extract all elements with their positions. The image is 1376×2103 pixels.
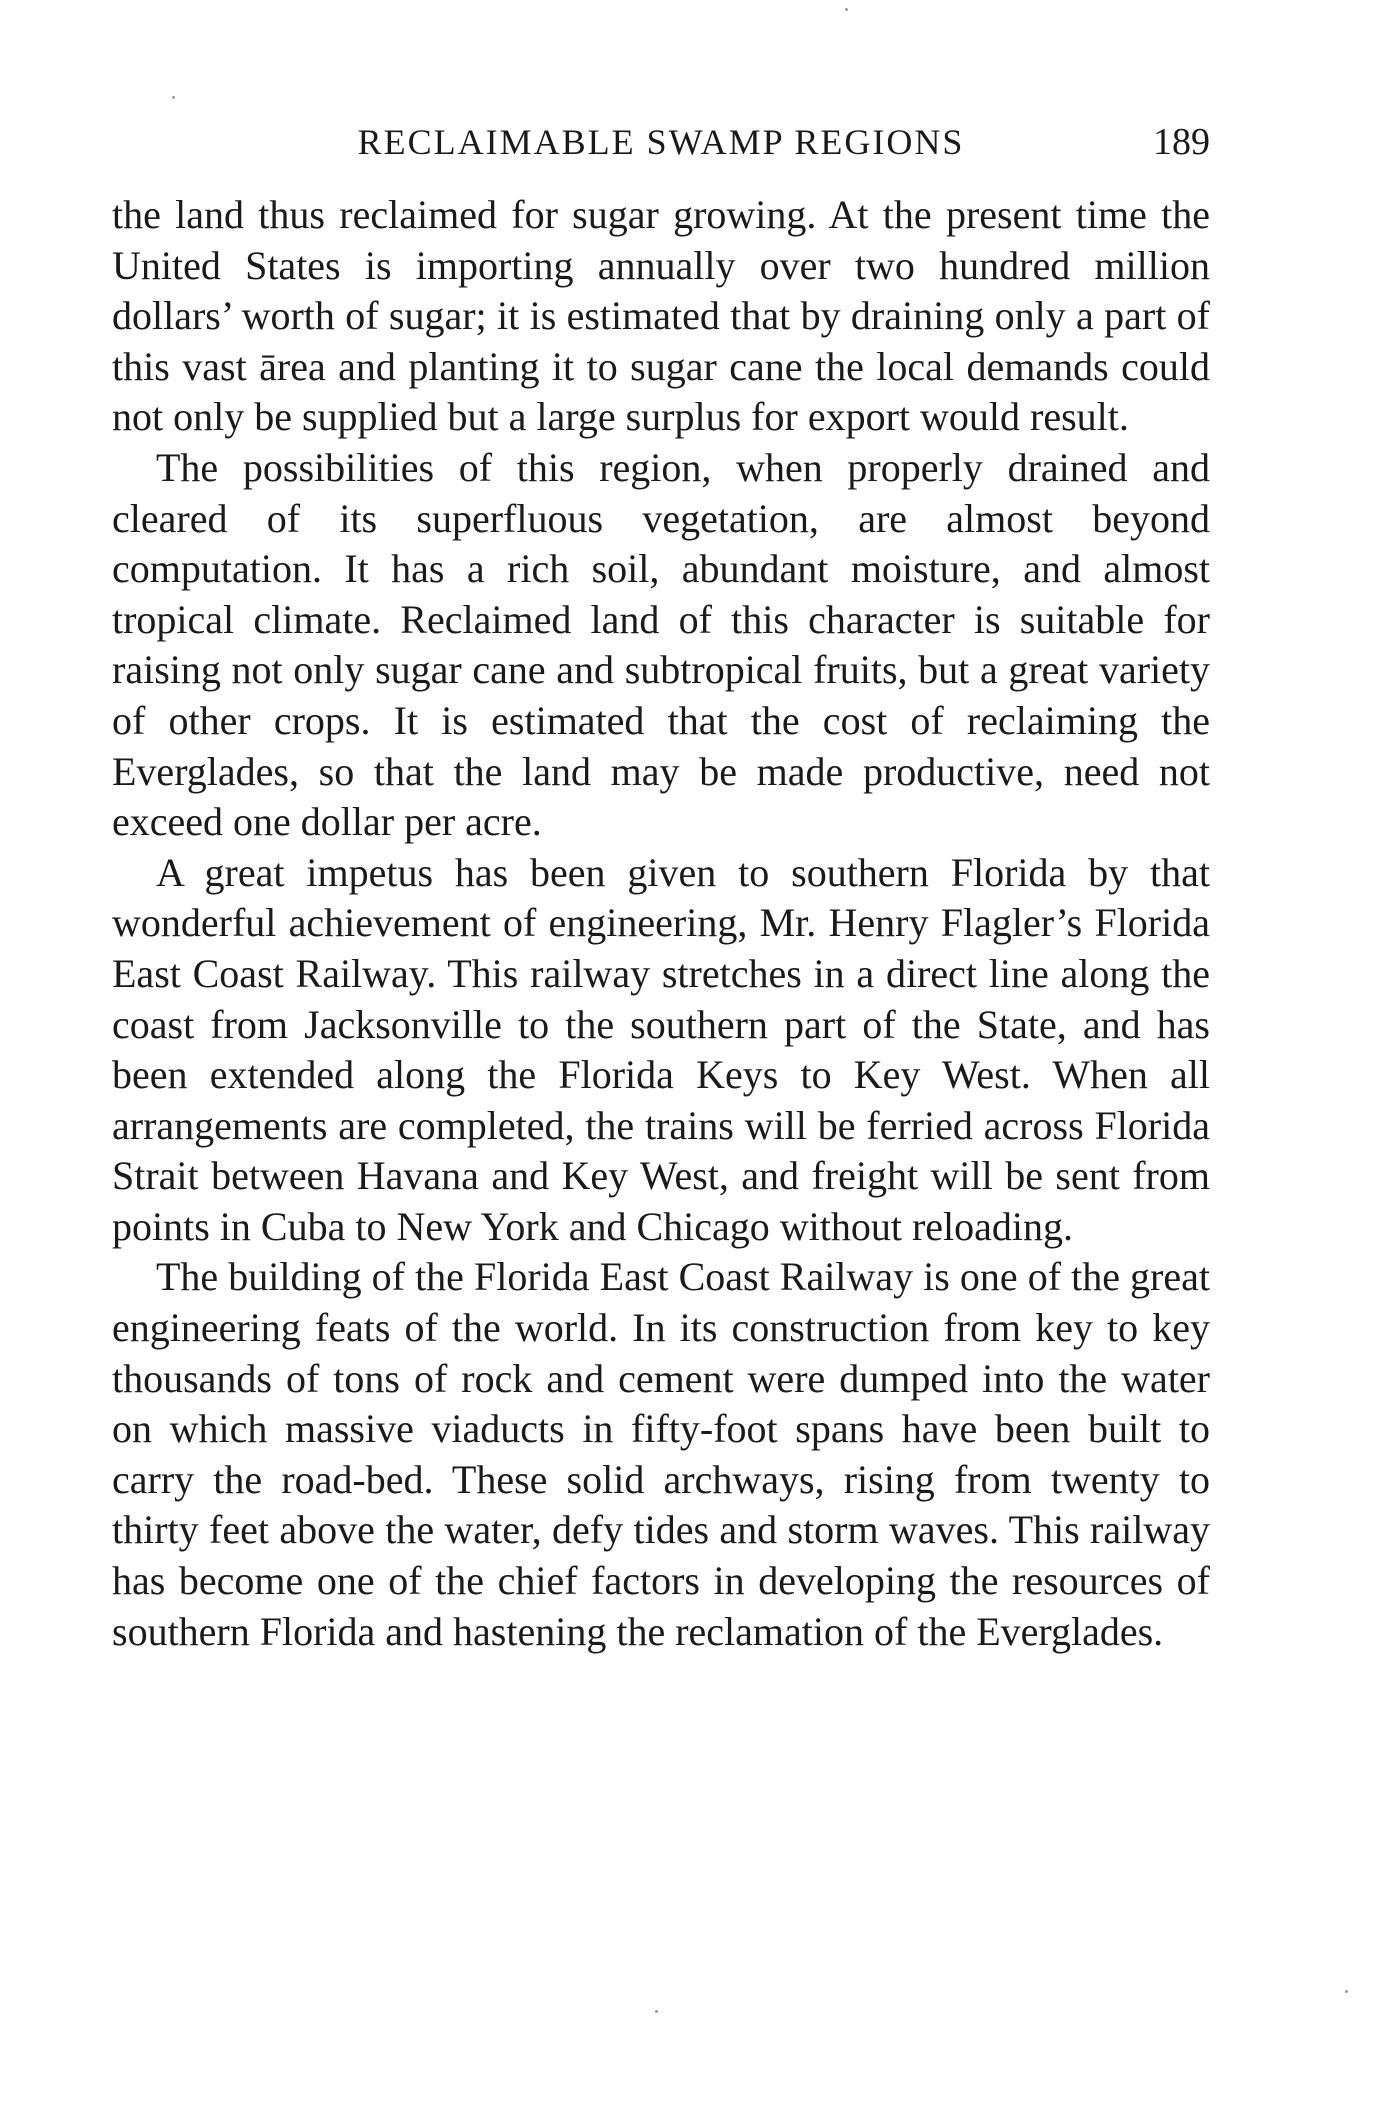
running-title: RECLAIMABLE SWAMP REGIONS <box>357 122 965 162</box>
scan-speck <box>172 96 175 99</box>
paragraph: A great impetus has been given to southern Florida by that wonderful achievement of engineering, Mr. Henry Flagler’s Florida East Coast Railway. This railway stretches in a direct line along the coast from Jacksonville to the southern part of the State, and has been extended along the Florida Keys to Key West. When all arrangements are completed, the trains will be ferried across Florida Strait between Havana and Key West, and freight will be sent from points in Cuba to New York and Chicago without reloading. <box>112 849 1210 1249</box>
running-head <box>112 118 1210 166</box>
paragraph: The possibilities of this region, when properly drained and cleared of its superfluous vegetation, are almost beyond computation. It has a rich soil, abundant moisture, and almost tropical climate. Reclaimed land of this character is suitable for raising not only sugar cane and subtropical fruits, but a great variety of other crops. It is estimated that the cost of reclaiming the Everglades, so that the land may be made productive, need not exceed one dollar per acre. <box>112 444 1210 845</box>
page-number: 189 <box>1153 121 1210 163</box>
scan-speck <box>655 2010 658 2013</box>
scan-speck <box>1345 1990 1348 1993</box>
scan-speck <box>845 8 848 11</box>
paragraph-continued: the land thus reclaimed for sugar growing. At the present time the United States is importing annually over two hundred million dollars’ worth of sugar; it is estimated that by draining only a part of this vast ārea and planting it to sugar cane the local demands could not only be supplied but a large surplus for export would result. <box>112 192 1210 440</box>
paragraph: The building of the Florida East Coast Railway is one of the great engineering feats of the world. In its construction from key to key thousands of tons of rock and cement were dumped into the water on which massive viaducts in fifty-foot spans have been built to carry the road-bed. These solid archways, rising from twenty to thirty feet above the water, defy tides and storm waves. This railway has become one of the chief factors in developing the resources of southern Florida and hastening the reclamation of the Everglades. <box>112 1254 1210 1654</box>
body-text <box>112 190 1210 1657</box>
